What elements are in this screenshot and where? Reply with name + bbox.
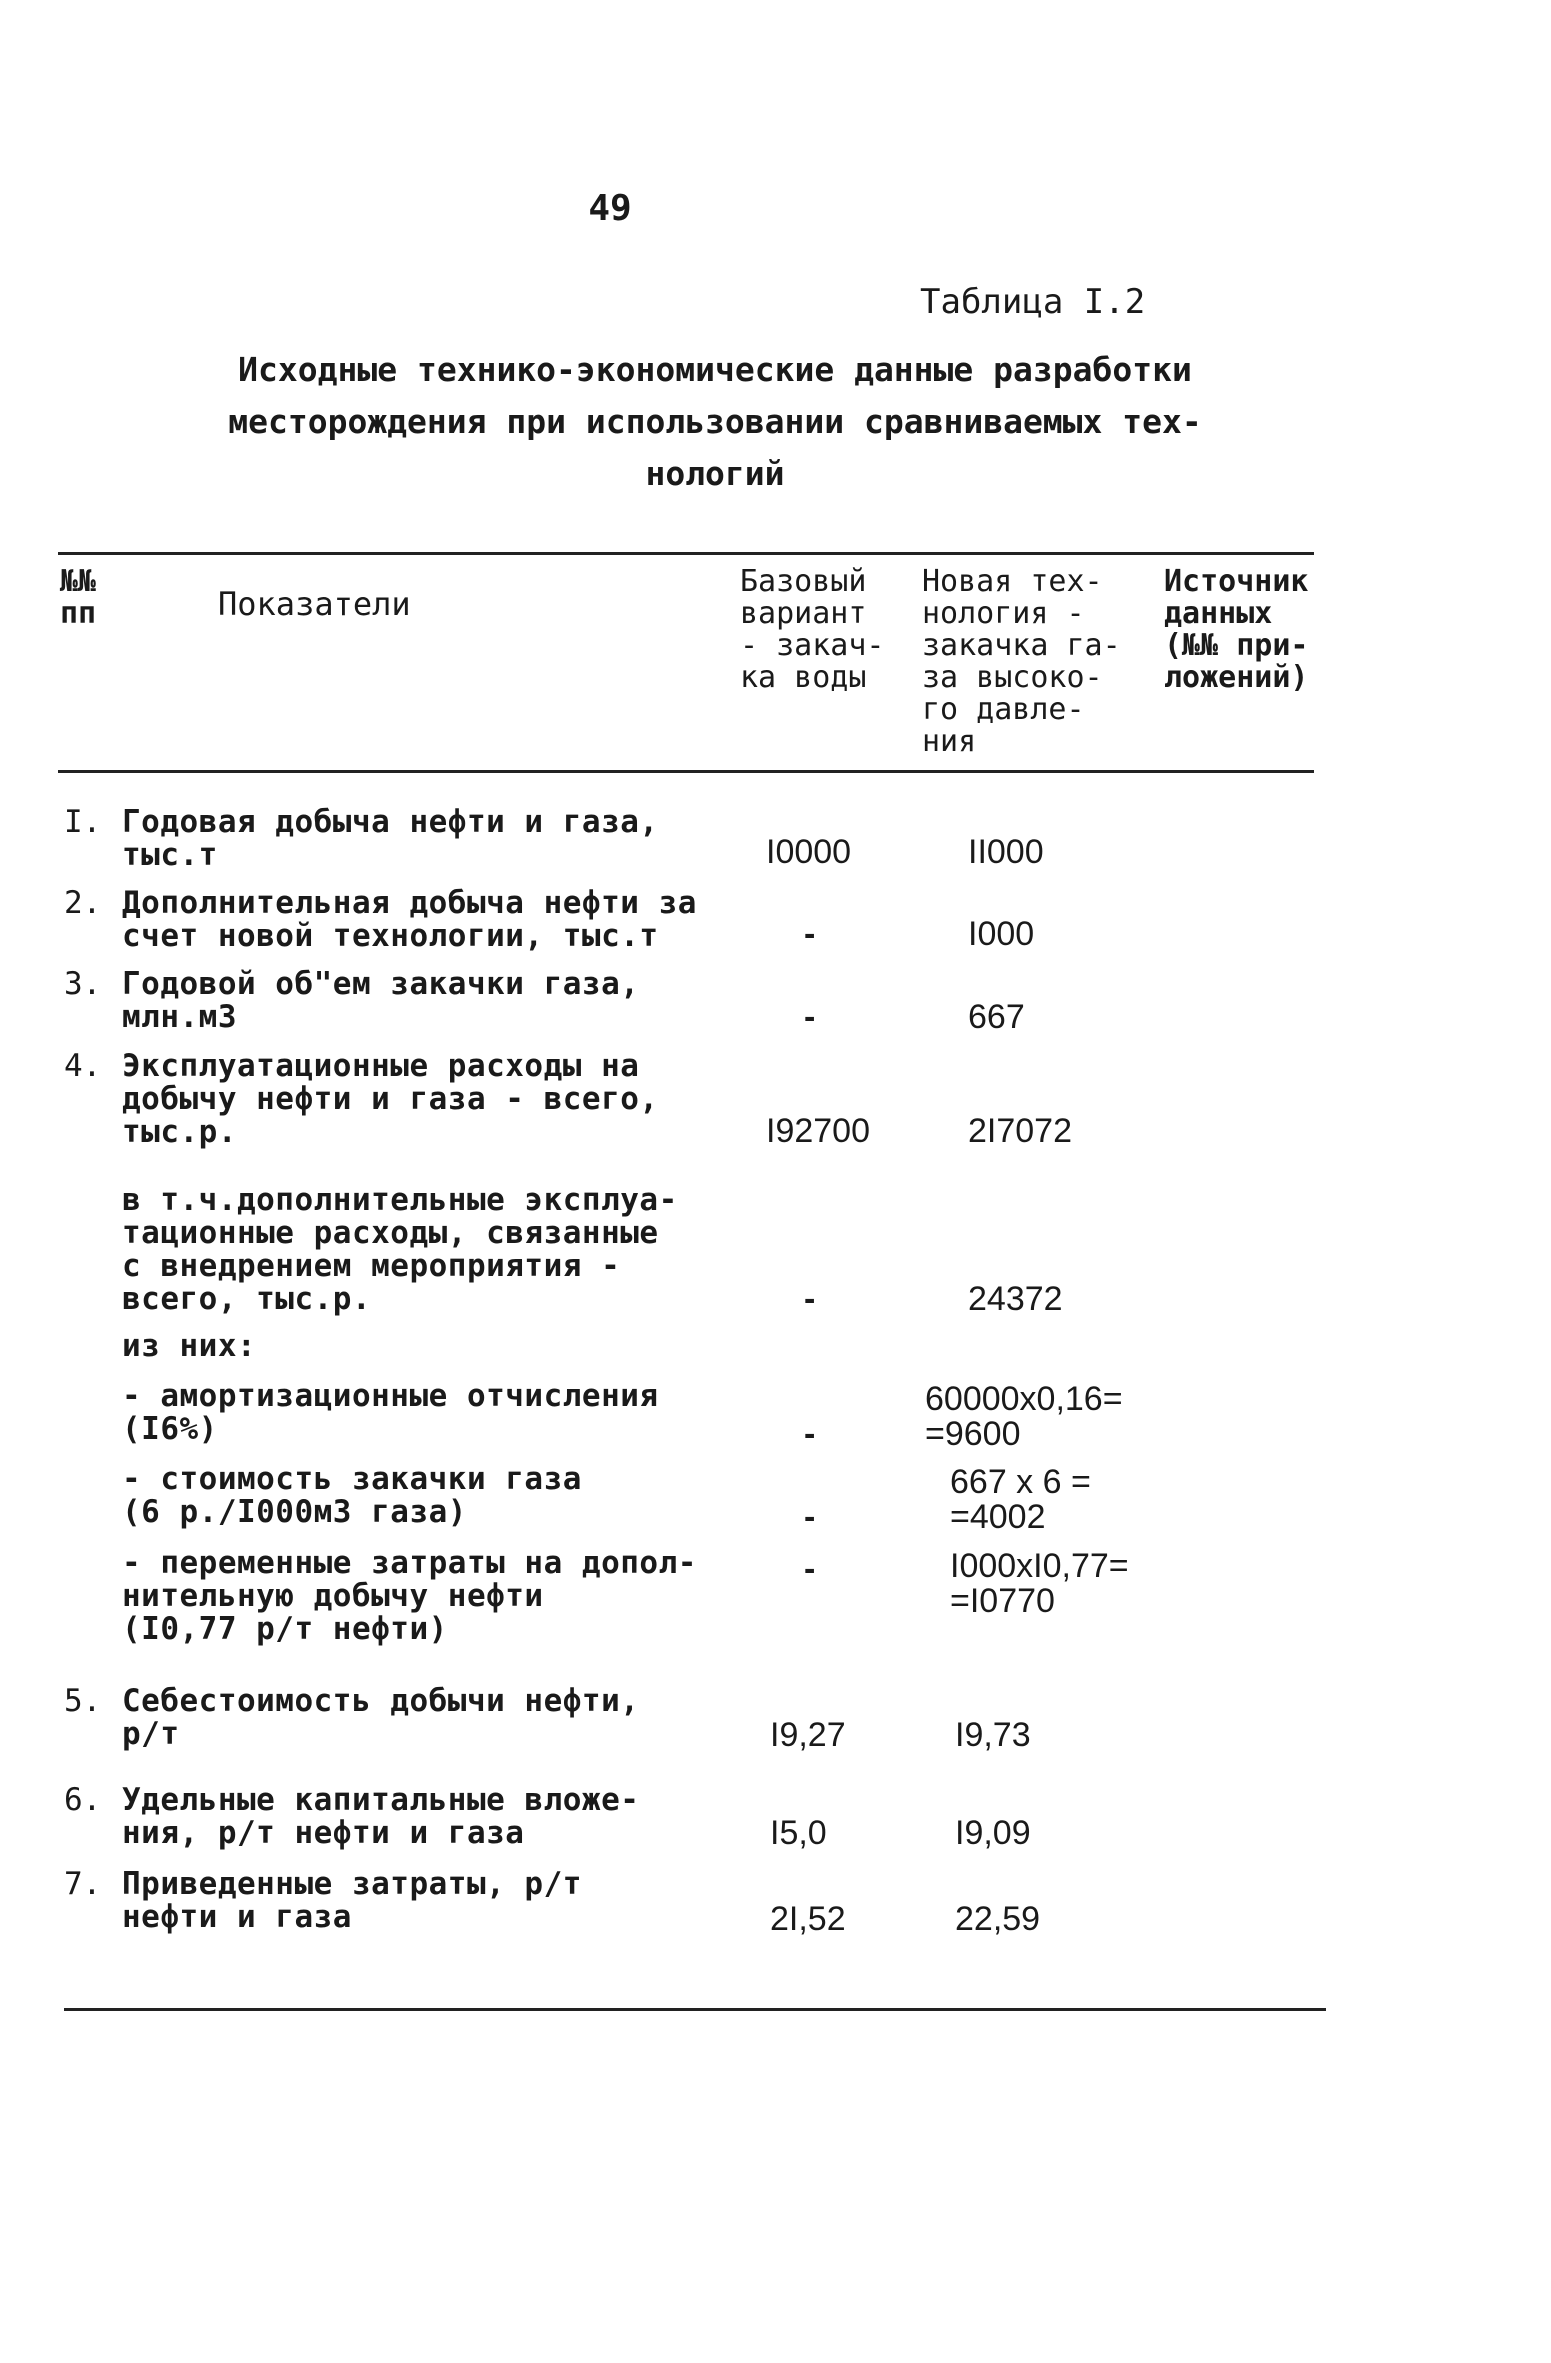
base-value: - — [804, 1415, 816, 1453]
table-title: Исходные технико-экономические данные разработки месторождения при использовании сравниваемых тех- нологий — [228, 350, 1202, 493]
row-text: Годовая добыча нефти и газа, тыс.т — [122, 804, 659, 873]
base-value: - — [804, 1280, 816, 1318]
header-data-source: Источник данных (№№ при- ложений) — [1164, 564, 1309, 695]
new-value: I9,09 — [955, 1814, 1031, 1852]
row-text: - стоимость закачки газа (6 р./I000м3 газа) — [122, 1461, 582, 1530]
base-value: - — [804, 915, 816, 953]
row-text: Приведенные затраты, р/т нефти и газа — [122, 1866, 582, 1935]
new-value: 24372 — [968, 1280, 1063, 1318]
row-text: - переменные затраты на допол- нительную добычу нефти (I0,77 р/т нефти) — [122, 1545, 697, 1647]
row-number: 6. — [64, 1782, 102, 1818]
header-base-variant: Базовый вариант - закач- ка воды — [740, 564, 885, 695]
row-text: в т.ч.дополнительные эксплуа- тационные расходы, связанные с внедрением мероприятия - всего, тыс.р. — [122, 1182, 678, 1317]
base-value: - — [804, 998, 816, 1036]
header-bottom-rule — [58, 770, 1314, 773]
base-value: I92700 — [766, 1112, 870, 1150]
base-value: I9,27 — [770, 1716, 846, 1754]
new-value: I000 — [968, 915, 1035, 953]
new-value: 2I7072 — [968, 1112, 1072, 1150]
new-value: I000xI0,77= =I0770 — [950, 1547, 1129, 1620]
page-number: 49 — [588, 188, 632, 229]
row-number: 3. — [64, 966, 102, 1002]
header-new-technology: Новая тех- нология - закачка га- за высоко- го давле- ния — [922, 564, 1121, 759]
base-value: 2I,52 — [770, 1900, 846, 1938]
row-text: Дополнительная добыча нефти за счет новой технологии, тыс.т — [122, 885, 697, 954]
header-no: №№ пп — [60, 564, 97, 631]
row-number: 4. — [64, 1048, 102, 1084]
row-number: 7. — [64, 1866, 102, 1902]
table-bottom-rule — [64, 2008, 1326, 2011]
new-value: 667 x 6 = =4002 — [950, 1463, 1091, 1536]
row-text: Годовой об"ем закачки газа, млн.м3 — [122, 966, 640, 1035]
row-number: 5. — [64, 1683, 102, 1719]
new-value: 667 — [968, 998, 1025, 1036]
base-value: I0000 — [766, 833, 852, 871]
new-value: I9,73 — [955, 1716, 1031, 1754]
table-top-rule — [58, 552, 1314, 555]
row-number: 2. — [64, 885, 102, 921]
row-text: Себестоимость добычи нефти, р/т — [122, 1683, 640, 1752]
new-value: 60000x0,16= =9600 — [925, 1380, 1123, 1453]
base-value: - — [804, 1550, 816, 1588]
base-value: - — [804, 1498, 816, 1536]
row-text: - амортизационные отчисления (I6%) — [122, 1378, 659, 1447]
row-text: из них: — [122, 1328, 257, 1364]
new-value: 22,59 — [955, 1900, 1041, 1938]
row-number: I. — [64, 804, 102, 840]
row-text: Эксплуатационные расходы на добычу нефти и газа - всего, тыс.р. — [122, 1048, 659, 1150]
new-value: II000 — [968, 833, 1044, 871]
header-indicators: Показатели — [218, 585, 411, 623]
table-label: Таблица I.2 — [920, 282, 1146, 322]
base-value: I5,0 — [770, 1814, 827, 1852]
row-text: Удельные капитальные вложе- ния, р/т нефти и газа — [122, 1782, 640, 1851]
